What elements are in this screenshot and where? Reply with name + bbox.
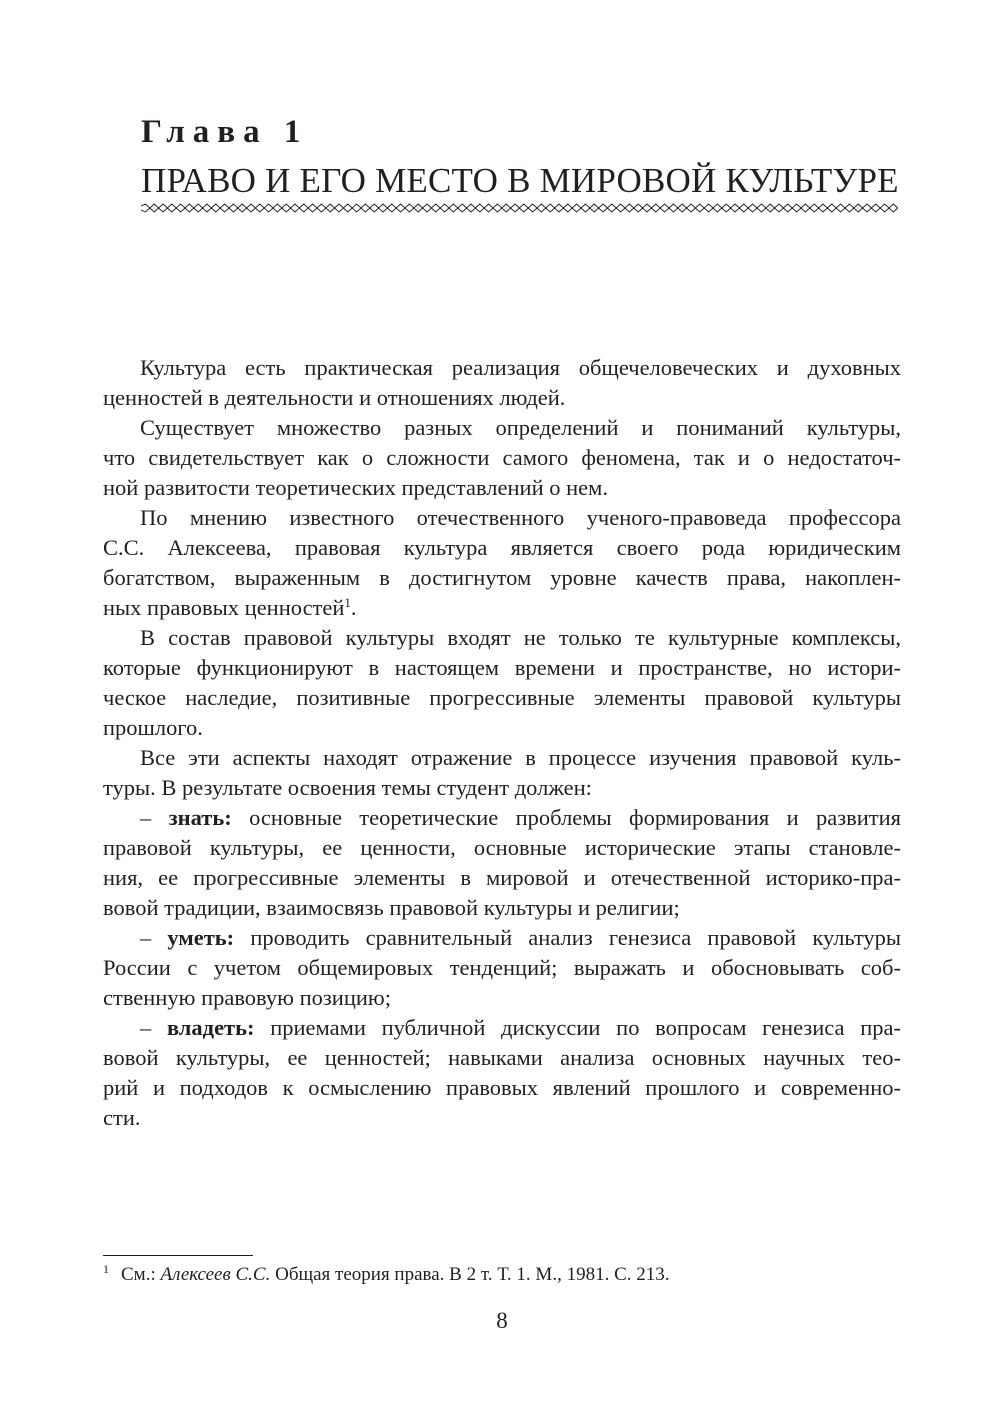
list-item-master — [103, 1013, 901, 1133]
text-line: ной развитости теоретических представлений о нем. — [103, 475, 609, 500]
list-dash: – — [140, 805, 152, 830]
text-line: которые функционируют в настоящем времени и пространстве, но истори- — [103, 655, 901, 680]
footnote-author: Алексеев С.С. — [160, 1264, 271, 1285]
paragraph-definitions — [103, 413, 901, 503]
list-item-lead: уметь: — [167, 925, 235, 950]
text-line — [103, 923, 901, 953]
list-dash: – — [140, 1015, 152, 1040]
page-number: 8 — [496, 1308, 508, 1333]
text-segment: основные теоретические проблемы формирования и развития — [249, 805, 902, 830]
text-line: В состав правовой культуры входят не только те культурные комплексы, — [140, 625, 901, 650]
text-line: сти. — [103, 1105, 141, 1130]
paragraph-outcomes-intro — [103, 743, 901, 803]
list-item-lead: знать: — [168, 805, 232, 830]
chapter-label: Глава 1 — [141, 114, 309, 150]
text-segment: проводить сравнительный анализ генезиса правовой культуры — [250, 925, 901, 950]
text-segment: ных правовых ценностей — [103, 595, 345, 620]
text-line: богатством, выраженным в достигнутом уровне качеств права, накоплен- — [103, 565, 901, 590]
text-line — [103, 593, 901, 623]
text-line: С.С. Алексеева, правовая культура является своего рода юридическим — [103, 535, 901, 560]
decorative-wave-rule — [141, 203, 901, 213]
chapter-title: ПРАВО И ЕГО МЕСТО В МИРОВОЙ КУЛЬТУРЕ — [141, 161, 899, 200]
list-item-know — [103, 803, 901, 923]
paragraph-composition — [103, 623, 901, 743]
footnote-prefix: См.: — [121, 1264, 156, 1285]
paragraph-culture-definition — [103, 353, 901, 413]
text-line: ценностей в деятельности и отношениях людей. — [103, 385, 566, 410]
list-dash: – — [140, 925, 152, 950]
footnote-reference: 1 — [344, 595, 351, 610]
text-line: ческое наследие, позитивные прогрессивные элементы правовой культуры — [103, 685, 901, 710]
footnote-number: 1 — [103, 1262, 109, 1276]
text-line: прошлого. — [103, 715, 203, 740]
text-line: что свидетельствует как о сложности самого феномена, так и о недостаточ- — [103, 445, 901, 470]
text-line: ния, ее прогрессивные элементы в мировой и отечественной историко-пра- — [103, 865, 901, 890]
text-line: По мнению известного отечественного ученого-правоведа профессора — [140, 505, 901, 530]
text-line: России с учетом общемировых тенденций; выражать и обосновывать соб- — [103, 955, 901, 980]
text-line: рий и подходов к осмыслению правовых явлений прошлого и современно- — [103, 1075, 901, 1100]
paragraph-alekseev — [103, 503, 901, 623]
text-line: Существует множество разных определений и пониманий культуры, — [140, 415, 901, 440]
text-line: Культура есть практическая реализация общечеловеческих и духовных — [140, 355, 901, 380]
footnote-citation: Общая теория права. В 2 т. Т. 1. М., 1981. С. 213. — [275, 1264, 670, 1285]
list-item-able — [103, 923, 901, 1013]
footnote — [103, 1263, 670, 1287]
footnote-separator — [103, 1255, 253, 1256]
text-line: ственную правовую позицию; — [103, 985, 391, 1010]
text-line: вовой культуры, ее ценностей; навыками анализа основных научных тео- — [103, 1045, 901, 1070]
text-segment: . — [350, 595, 357, 620]
text-line: вовой традиции, взаимосвязь правовой культуры и религии; — [103, 895, 680, 920]
text-line — [103, 803, 901, 833]
text-line: правовой культуры, ее ценности, основные исторические этапы становле- — [103, 835, 901, 860]
text-line — [103, 1013, 901, 1043]
list-item-lead: владеть: — [166, 1015, 255, 1040]
text-line: туры. В результате освоения темы студент должен: — [103, 775, 592, 800]
text-line: Все эти аспекты находят отражение в процессе изучения правовой куль- — [140, 745, 901, 770]
text-segment: приемами публичной дискуссии по вопросам генезиса пра- — [270, 1015, 902, 1040]
body-text — [103, 353, 901, 1133]
